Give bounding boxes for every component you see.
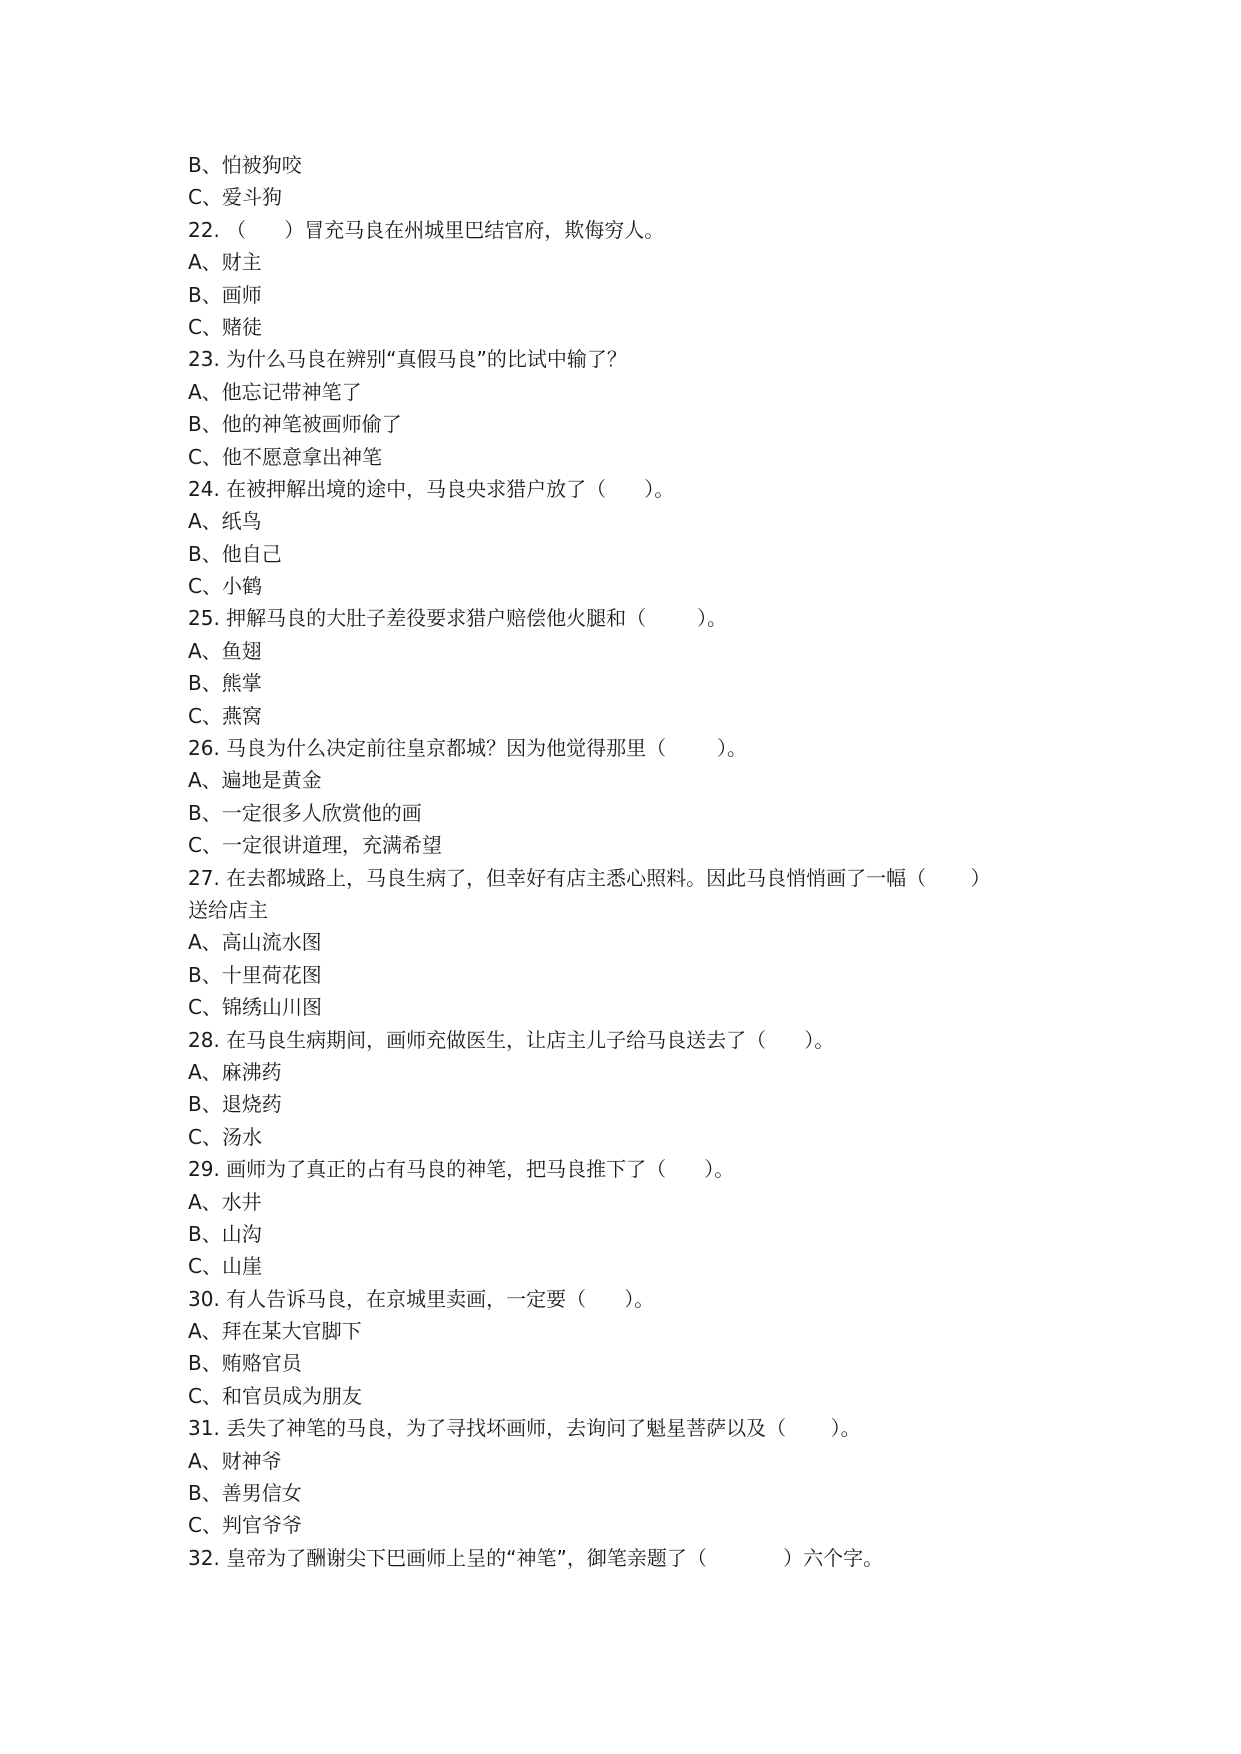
option-22a: A、财主 [188,250,262,275]
option-31b: B、善男信女 [188,1481,302,1506]
question-30: 30. 有人告诉马良，在京城里卖画，一定要（ ）。 [188,1286,655,1311]
option-26b: B、一定很多人欣赏他的画 [188,800,422,825]
option-26c: C、一定很讲道理，充满希望 [188,833,442,858]
question-23: 23. 为什么马良在辨别“真假马良”的比试中输了？ [188,347,627,372]
option-31a: A、财神爷 [188,1448,282,1473]
option-28a: A、麻沸药 [188,1059,282,1084]
option-30a: A、拜在某大官脚下 [188,1319,362,1344]
document-body [188,149,1088,1574]
question-26: 26. 马良为什么决定前往皇京都城？因为他觉得那里（ ）。 [188,736,748,761]
question-31: 31. 丢失了神笔的马良，为了寻找坏画师，去询问了魁星菩萨以及（ ）。 [188,1416,861,1441]
option-25a: A、鱼翅 [188,638,262,663]
option-31c: C、判官爷爷 [188,1513,302,1538]
option-22c: C、赌徒 [188,314,262,339]
option-21b: B、怕被狗咬 [188,153,302,177]
option-27a: A、高山流水图 [188,930,322,955]
option-28c: C、汤水 [188,1124,262,1149]
option-29b: B、山沟 [188,1221,262,1246]
question-27: 27. 在去都城路上，马良生病了，但幸好有店主悉心照料。因此马良悄悄画了一幅（ ） [188,865,991,890]
option-26a: A、遍地是黄金 [188,768,322,793]
option-27c: C、锦绣山川图 [188,995,322,1020]
question-28: 28. 在马良生病期间，画师充做医生，让店主儿子给马良送去了（ ）。 [188,1027,835,1052]
option-24a: A、纸鸟 [188,509,262,534]
option-30c: C、和官员成为朋友 [188,1383,362,1408]
option-23c: C、他不愿意拿出神笔 [188,444,382,469]
question-24: 24. 在被押解出境的途中，马良央求猎户放了（ ）。 [188,476,675,501]
option-29a: A、水井 [188,1189,262,1214]
option-23b: B、他的神笔被画师偷了 [188,412,402,437]
option-24b: B、他自己 [188,541,282,566]
option-21c: C、爱斗狗 [188,185,282,210]
option-27b: B、十里荷花图 [188,962,322,987]
option-29c: C、山崖 [188,1254,262,1279]
option-24c: C、小鹤 [188,574,262,599]
question-25: 25. 押解马良的大肚子差役要求猎户赔偿他火腿和（ ）。 [188,606,728,631]
question-29: 29. 画师为了真正的占有马良的神笔，把马良推下了（ ）。 [188,1157,735,1182]
option-25c: C、燕窝 [188,703,262,728]
option-25b: B、熊掌 [188,671,262,696]
option-28b: B、退烧药 [188,1092,282,1117]
question-32: 32. 皇帝为了酬谢尖下巴画师上呈的“神笔”，御笔亲题了（ ）六个字。 [188,1545,884,1570]
option-23a: A、他忘记带神笔了 [188,379,362,404]
question-27-continuation: 送给店主 [188,897,268,922]
option-22b: B、画师 [188,282,262,307]
option-30b: B、贿赂官员 [188,1351,302,1376]
question-22: 22. （ ）冒充马良在州城里巴结官府，欺侮穷人。 [188,217,665,242]
